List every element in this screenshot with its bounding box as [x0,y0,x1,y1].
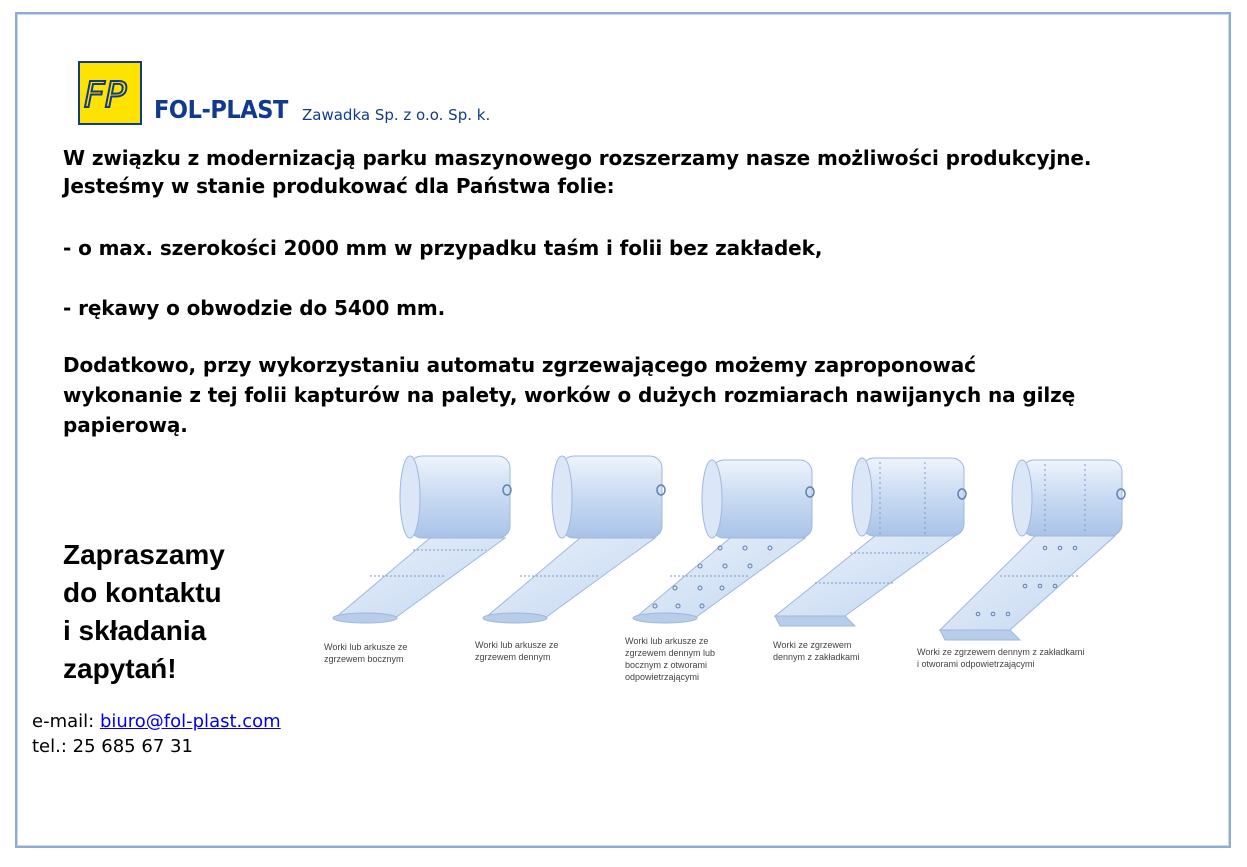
invite-line-2: do kontaktu [63,577,222,608]
caption-4-line-1: Worki ze zgrzewem [773,640,852,650]
company-legal-name: Zawadka Sp. z o.o. Sp. k. [302,106,491,124]
invitation [63,536,225,688]
contact-block [32,709,281,759]
email-label: e-mail: [32,711,95,732]
product-1-side-seal [333,456,511,623]
product-illustrations [310,448,1150,698]
email-link[interactable]: biuro@fol-plast.com [99,711,281,732]
caption-1-line-2: zgrzewem bocznym [324,654,404,664]
caption-3-line-4: odpowietrzającymi [625,672,700,682]
caption-5-line-2: i otworami odpowietrzającymi [917,659,1035,669]
bullet-width: - o max. szerokości 2000 mm w przypadku taśm i folii bez zakładek, [63,236,823,260]
extra-line-3: papierową. [63,413,188,437]
bullet-sleeve: - rękawy o obwodzie do 5400 mm. [63,296,446,320]
intro-line-1: W związku z modernizacją parku maszynowego rozszerzamy nasze możliwości produkcyjne. [63,146,1092,170]
product-captions [324,636,1084,682]
extra-line-1: Dodatkowo, przy wykorzystaniu automatu zgrzewającego możemy zaproponować [63,353,976,377]
logo-initials: FP [84,75,127,116]
caption-3-line-1: Worki lub arkusze ze [625,636,709,646]
caption-2-line-2: zgrzewem dennym [475,652,551,662]
intro-line-2: Jesteśmy w stanie produkować dla Państwa folie: [63,174,615,198]
invite-line-4: zapytań! [63,653,177,684]
caption-2-line-1: Worki lub arkusze ze [475,640,559,650]
email-row [32,709,281,734]
logo-mark [78,61,142,125]
logo-fp-icon [80,63,140,123]
invite-line-1: Zapraszamy [63,539,225,570]
phone-row [32,734,281,759]
extra-line-2: wykonanie z tej folii kapturów na palety, worków o dużych rozmiarach nawijanych na gilzę [63,383,1076,407]
caption-3-line-2: zgrzewem dennym lub [625,648,716,658]
phone-number: 25 685 67 31 [72,736,193,757]
caption-4-line-2: dennym z zakładkami [773,652,860,662]
caption-5-line-1: Worki ze zgrzewem dennym z zakładkami [917,647,1085,657]
product-5-gusseted-perforated [940,460,1125,640]
caption-1-line-1: Worki lub arkusze ze [324,642,408,652]
brand-name: FOL-PLAST [154,95,288,124]
caption-3-line-3: bocznym z otworami [625,660,708,670]
phone-label: tel.: [32,736,67,757]
invite-line-3: i składania [63,615,207,646]
